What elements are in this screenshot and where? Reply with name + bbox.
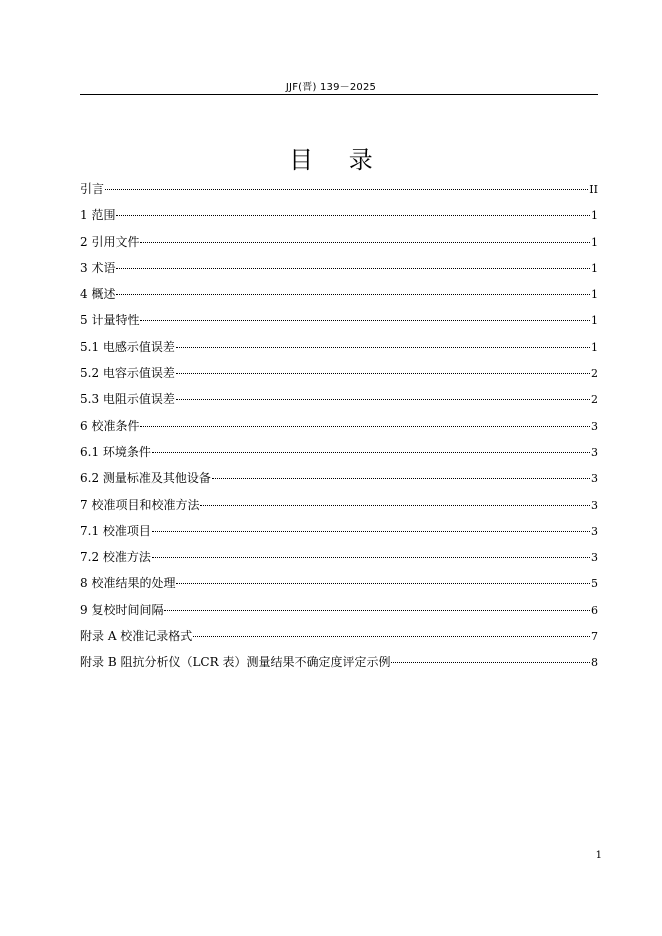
toc-entry-calibration-methods[interactable] (80, 544, 598, 570)
toc-entry-page: 3 (591, 472, 598, 486)
dot-leader (105, 189, 588, 190)
dot-leader (176, 373, 590, 374)
toc-entry-inductance-error[interactable] (80, 334, 598, 360)
toc-entry-page: 3 (591, 419, 598, 433)
dot-leader (193, 636, 590, 637)
toc-entry-page: 1 (591, 288, 598, 302)
dot-leader (176, 399, 590, 400)
toc-entry-label: 附录 A 校准记录格式 (80, 629, 193, 644)
toc-entry-page: II (589, 183, 598, 196)
page-number: 1 (595, 850, 602, 861)
toc-entry-overview[interactable] (80, 281, 598, 307)
toc-entry-calibration-items[interactable] (80, 518, 598, 544)
toc-entry-label: 1 范围 (80, 208, 116, 223)
dot-leader (212, 478, 590, 479)
toc-entry-page: 8 (591, 656, 598, 670)
dot-leader (164, 610, 590, 611)
toc-entry-label: 7.1 校准项目 (80, 523, 151, 538)
toc-entry-page: 3 (591, 498, 598, 512)
toc-entry-label: 9 复校时间间隔 (80, 602, 164, 617)
toc-entry-page: 1 (591, 261, 598, 275)
toc-entry-items-methods[interactable] (80, 492, 598, 518)
toc-entry-standards-equipment[interactable] (80, 465, 598, 491)
toc-entry-terms[interactable] (80, 255, 598, 281)
toc-entry-page: 1 (591, 314, 598, 328)
running-header: JJF(晋) 139－2025 (285, 82, 377, 93)
dot-leader (200, 505, 590, 506)
toc-entry-label: 引言 (80, 182, 105, 196)
toc-entry-page: 1 (591, 340, 598, 354)
toc-entry-label: 7.2 校准方法 (80, 550, 151, 565)
toc-entry-scope[interactable] (80, 202, 598, 228)
toc-entry-calibration-conditions[interactable] (80, 413, 598, 439)
toc-entry-label: 附录 B 阻抗分析仪（LCR 表）测量结果不确定度评定示例 (80, 655, 391, 670)
toc-entry-label: 5 计量特性 (80, 313, 140, 328)
toc-entry-label: 7 校准项目和校准方法 (80, 497, 200, 512)
dot-leader (152, 531, 590, 532)
toc-entry-label: 2 引用文件 (80, 234, 140, 249)
toc-entry-label: 8 校准结果的处理 (80, 576, 176, 591)
toc-entry-page: 2 (591, 393, 598, 407)
dot-leader (116, 215, 590, 216)
toc-entry-results-processing[interactable] (80, 570, 598, 596)
toc-entry-intro[interactable] (80, 176, 598, 202)
dot-leader (176, 583, 590, 584)
header-divider (80, 94, 598, 95)
toc-entry-metrological-characteristics[interactable] (80, 307, 598, 333)
toc-entry-page: 3 (591, 445, 598, 459)
toc-entry-label: 5.2 电容示值误差 (80, 366, 175, 381)
toc-entry-label: 6.1 环境条件 (80, 444, 151, 459)
toc-entry-appendix-b[interactable] (80, 649, 598, 675)
toc-entry-page: 2 (591, 367, 598, 381)
toc-entry-page: 6 (591, 603, 598, 617)
toc-entry-label: 6 校准条件 (80, 418, 140, 433)
toc-entry-resistance-error[interactable] (80, 386, 598, 412)
dot-leader (176, 347, 590, 348)
toc-entry-environment[interactable] (80, 439, 598, 465)
dot-leader (391, 662, 590, 663)
toc-entry-label: 5.1 电感示值误差 (80, 339, 175, 354)
dot-leader (140, 320, 590, 321)
toc-entry-page: 1 (591, 235, 598, 249)
dot-leader (140, 242, 590, 243)
toc-entry-recalibration-interval[interactable] (80, 597, 598, 623)
toc-entry-label: 6.2 测量标准及其他设备 (80, 471, 211, 486)
toc-entry-appendix-a[interactable] (80, 623, 598, 649)
table-of-contents (80, 176, 598, 676)
toc-entry-page: 7 (591, 630, 598, 644)
toc-entry-label: 4 概述 (80, 287, 116, 302)
toc-entry-label: 5.3 电阻示值误差 (80, 392, 175, 407)
toc-entry-page: 1 (591, 209, 598, 223)
dot-leader (140, 426, 590, 427)
dot-leader (152, 452, 590, 453)
dot-leader (116, 268, 590, 269)
toc-entry-page: 3 (591, 524, 598, 538)
toc-entry-references[interactable] (80, 229, 598, 255)
toc-entry-page: 5 (591, 577, 598, 591)
toc-entry-label: 3 术语 (80, 260, 116, 275)
dot-leader (116, 294, 590, 295)
page-title: 目 录 (289, 146, 387, 174)
dot-leader (152, 557, 590, 558)
toc-entry-page: 3 (591, 551, 598, 565)
toc-entry-capacitance-error[interactable] (80, 360, 598, 386)
